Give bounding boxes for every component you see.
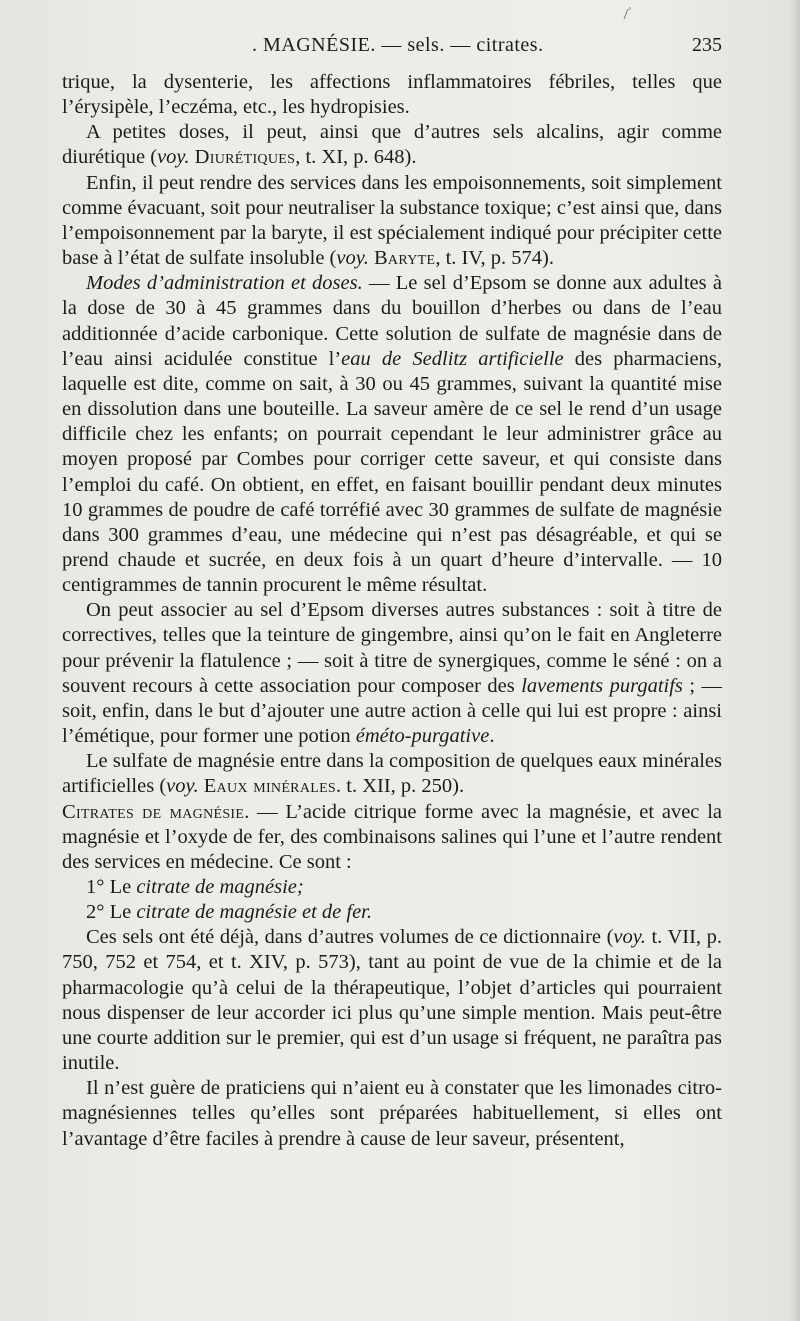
running-header bbox=[62, 34, 722, 62]
cross-reference: Baryte bbox=[373, 247, 436, 270]
paragraph-3: Enfin, il peut rendre des services dans les empoisonnements, soit simplement comme évacuant, soit pour neutraliser la substance toxique; c’est ainsi que, dans l’empoisonnement par la baryte, il est spécialement indiqué pour précipiter cette base à l’état de sulfate insoluble (voy. Baryte, t. IV, p. 574). bbox=[62, 171, 722, 270]
page-number: 235 bbox=[692, 34, 722, 56]
paragraph-6: Le sulfate de magnésie entre dans la composition de quelques eaux minérales artificielles (voy. Eaux minérales. t. XII, p. 250). bbox=[62, 750, 722, 798]
paragraph-9: Il n’est guère de praticiens qui n’aient eu à constater que les limonades citro-magnésiennes telles qu’elles sont préparées habituellement, si elles ont l’avantage d’être faciles à prendre à cause de leur saveur, présentent, bbox=[62, 1077, 722, 1150]
page-edge-shadow bbox=[790, 0, 800, 1321]
paragraph-2: A petites doses, il peut, ainsi que d’autres sels alcalins, agir comme diurétique (voy. Diurétiques, t. XI, p. 648). bbox=[62, 121, 722, 169]
section-heading: Citrates de magnésie bbox=[62, 800, 245, 823]
cross-reference: Eaux minérales bbox=[203, 775, 337, 798]
list-item: 2° Le citrate de magnésie et de fer. bbox=[86, 901, 373, 924]
paragraph-4: Modes d’administration et doses. — Le sel d’Epsom se donne aux adultes à la dose de 30 à 45 grammes dans du bouillon d’herbes ou dans de l’eau additionnée d’acide carbonique. Cette solution de sulfate de magnésie dans de l’eau ainsi acidulée constitue l’eau de Sedlitz artificielle des pharmaciens, laquelle est dite, comme on sait, à 30 ou 45 grammes, suivant la quantité mise en dissolution dans une bouteille. La saveur amère de ce sel le rend d’un usage difficile chez les enfants; on pourrait cependant le leur administrer grâce au moyen proposé par Combes pour corriger cette saveur, et qui consiste dans l’emploi du café. On obtient, en effet, en faisant bouillir pendant deux minutes 10 grammes de poudre de café torréfié avec 30 grammes de sulfate de magnésie dans 300 grammes d’eau, une médecine qui n’est pas désagréable, et qui se prend chaude et sucrée, en deux fois à un quart d’heure d’intervalle. — 10 centigrammes de tannin procurent le même résultat. bbox=[62, 272, 722, 597]
section-heading: Modes d’administration et doses. bbox=[86, 272, 363, 295]
list-item: 1° Le citrate de magnésie; bbox=[86, 876, 304, 898]
header-title: . MAGNÉSIE. — sels. — citrates. bbox=[252, 34, 544, 56]
paragraph-5: On peut associer au sel d’Epsom diverses autres substances : soit à titre de correctives, telles que la teinture de gingembre, ainsi qu’on le fait en Angleterre pour prévenir la flatulence ; — soit à titre de synergiques, comme le séné : on a souvent recours à cette association pour composer des lavements purgatifs ; — soit, enfin, dans le but d’ajouter une autre action à celle qui lui est propre : ainsi l’émétique, pour former une potion éméto-purgative. bbox=[62, 599, 722, 748]
cross-reference: Diurétiques bbox=[194, 146, 296, 169]
paragraph-1: trique, la dysenterie, les affections inflammatoires fébriles, telles que l’érysipèle, l’eczéma, etc., les hydropisies. bbox=[62, 71, 722, 119]
paragraph-8: Ces sels ont été déjà, dans d’autres volumes de ce dictionnaire (voy. t. VII, p. 750, 752 et 754, et t. XIV, p. 573), tant au point de vue de la chimie et de la pharmacologie qu’à celui de la thérapeutique, l’objet d’articles qui pourraient nous dispenser de leur accorder ici plus qu’une simple mention. Mais peut-être une courte addition sur le premier, qui est d’un usage si fréquent, ne paraîtra pas inutile. bbox=[62, 926, 722, 1075]
pencil-mark-icon bbox=[622, 6, 632, 20]
page-body bbox=[62, 70, 722, 1152]
paragraph-7: Citrates de magnésie. — L’acide citrique forme avec la magnésie, et avec la magnésie et l’oxyde de fer, des combinaisons salines qui l’une et l’autre rendent des services en médecine. Ce sont : bbox=[62, 800, 722, 873]
list bbox=[62, 875, 722, 925]
